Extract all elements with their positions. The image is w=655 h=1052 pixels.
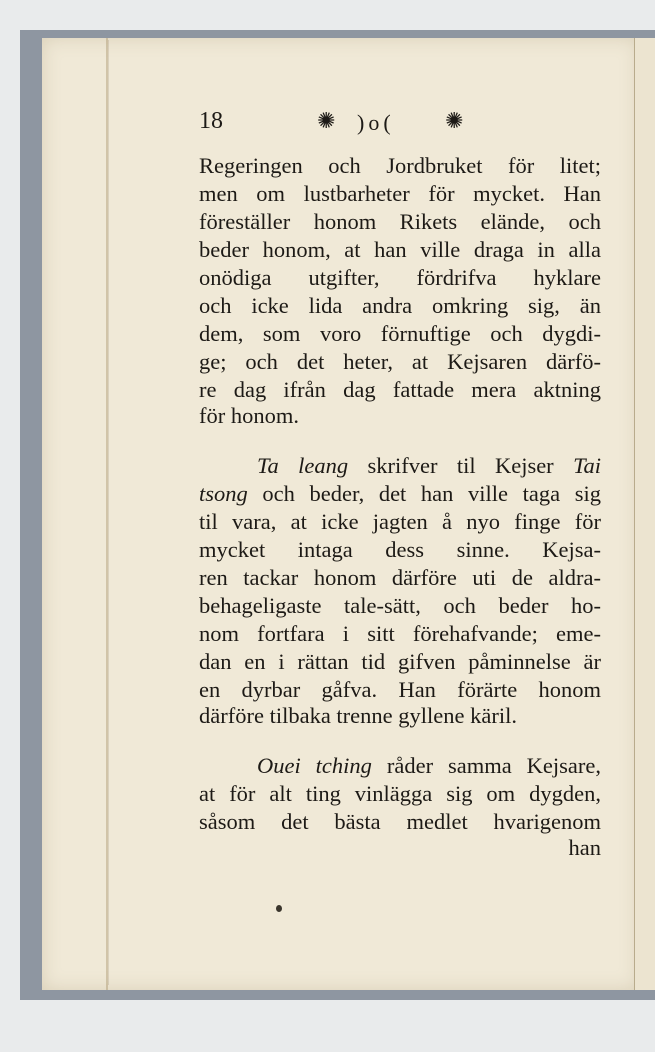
running-header [199, 108, 499, 140]
shell-ornament-left-icon: ✺ [317, 108, 340, 133]
text-line: til vara, at icke jagten å nyo finge för [199, 509, 601, 534]
page-number: 18 [199, 108, 223, 134]
catchword: han [568, 835, 601, 860]
text-line: såsom det bästa medlet hvarigenom [199, 809, 601, 834]
text-line: en dyrbar gåfva. Han förärte honom [199, 677, 601, 702]
text-line: därföre tilbaka trenne gyllene käril. [199, 703, 517, 728]
text-line: dan en i rättan tid gifven påminnelse är [199, 649, 601, 674]
text-line: ren tackar honom därföre uti de aldra- [199, 565, 601, 590]
text-line: Ouei tching råder samma Kejsare, [257, 753, 602, 778]
text-line: dem, som voro förnuftige och dygdi- [199, 321, 601, 346]
person-name: Tai [573, 453, 602, 478]
text-line: beder honom, at han ville draga in alla [199, 237, 601, 262]
gutter-line [108, 40, 109, 985]
ink-spot [276, 905, 282, 912]
person-name: Ta leang [257, 453, 349, 478]
text-line: föreställer honom Rikets elände, och [199, 209, 601, 234]
text-line: at för alt ting vinlägga sig om dygden, [199, 781, 601, 806]
text-line: för honom. [199, 403, 299, 428]
header-ornament-text: )o( [357, 110, 395, 135]
text-line: Regeringen och Jordbruket för litet; [199, 153, 601, 178]
shell-ornament-right-icon: ✺ [445, 108, 468, 133]
text-line: behageligaste tale-sätt, och beder ho- [199, 593, 601, 618]
person-name: tsong [199, 481, 248, 506]
text-line: mycket intaga dess sinne. Kejsa- [199, 537, 601, 562]
text-line: men om lustbarheter för mycket. Han [199, 181, 601, 206]
text-line: ge; och det heter, at Kejsaren därfö- [199, 349, 601, 374]
person-name: Ouei tching [257, 753, 372, 778]
text-line: och icke lida andra omkring sig, än [199, 293, 601, 318]
text-line: nom fortfara i sitt förehafvande; eme- [199, 621, 601, 646]
facing-page-edge [634, 38, 655, 990]
text-line: Ta leang skrifver til Kejser Tai [257, 453, 602, 478]
text-line: re dag ifrån dag fattade mera aktning [199, 377, 601, 402]
text-line: tsong och beder, det han ville taga sig [199, 481, 602, 506]
text-line: onödiga utgifter, fördrifva hyklare [199, 265, 601, 290]
